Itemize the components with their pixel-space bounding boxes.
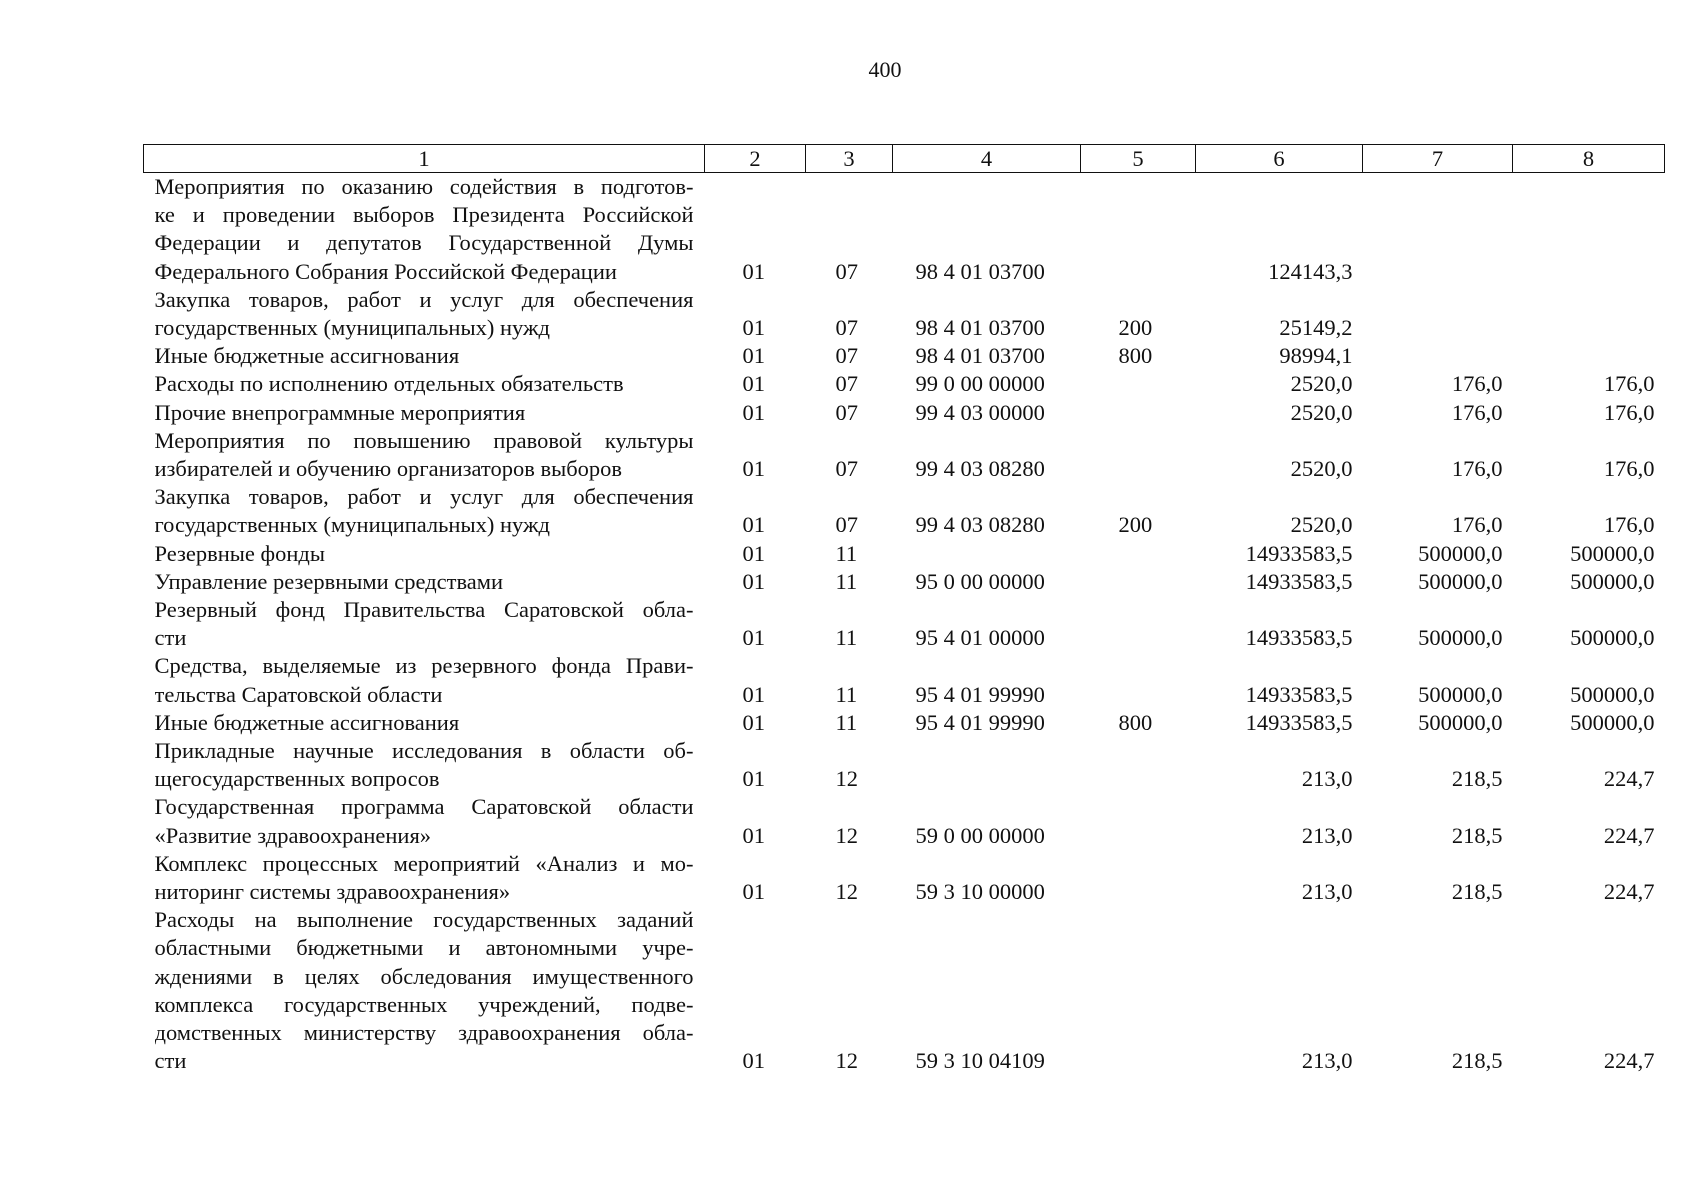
- row-name-cell: [144, 483, 705, 539]
- row-name-line: Иные бюджетные ассигнования: [154, 709, 460, 735]
- amount-col8-cell: 224,7: [1603, 822, 1655, 848]
- row-name-line: Мероприятия по оказанию содействия в подготов-: [154, 174, 694, 199]
- expense-type-cell: [1081, 737, 1196, 793]
- section-code-cell: 01: [742, 568, 765, 594]
- row-name-line: Расходы на выполнение государственных заданий: [154, 907, 694, 933]
- row-name-cell: [144, 286, 705, 342]
- row-name-cell: [144, 596, 705, 652]
- amount-col8-cell: [1513, 286, 1665, 342]
- target-article-cell: 99 4 03 08280: [915, 456, 1045, 482]
- target-article-cell: 98 4 01 03700: [915, 315, 1045, 341]
- row-name-line: сти: [154, 1048, 187, 1074]
- section-code-cell: 01: [742, 258, 765, 284]
- amount-col6-cell: 2520,0: [1290, 456, 1353, 482]
- amount-col6-cell: 213,0: [1301, 822, 1353, 848]
- amount-col8-cell: 500000,0: [1570, 625, 1655, 651]
- target-article-cell: 99 4 03 08280: [915, 512, 1045, 538]
- amount-col7-cell: 176,0: [1451, 399, 1503, 425]
- row-name-line: Резервные фонды: [154, 540, 325, 566]
- amount-col6-cell: 213,0: [1301, 1048, 1353, 1074]
- amount-col7-cell: 500000,0: [1418, 625, 1503, 651]
- expense-type-cell: [1081, 652, 1196, 708]
- amount-col7-cell: [1363, 342, 1513, 370]
- row-name-line: Закупка товаров, работ и услуг для обеспечения: [154, 286, 694, 312]
- target-article-cell: 59 0 00 00000: [915, 822, 1045, 848]
- budget-table: [143, 144, 1665, 1076]
- amount-col7-cell: 500000,0: [1418, 709, 1503, 735]
- expense-type-cell: [1081, 399, 1196, 427]
- amount-col8-cell: 500000,0: [1570, 568, 1655, 594]
- expense-type-cell: 800: [1118, 343, 1153, 369]
- expense-type-cell: [1081, 850, 1196, 906]
- amount-col6-cell: 14933583,5: [1245, 540, 1353, 566]
- amount-col7-cell: [1363, 286, 1513, 342]
- expense-type-cell: [1081, 906, 1196, 1075]
- amount-col6-cell: 14933583,5: [1245, 709, 1353, 735]
- amount-col7-cell: 500000,0: [1418, 681, 1503, 707]
- row-name-line: государственных (муниципальных) нужд: [154, 512, 550, 538]
- amount-col6-cell: 124143,3: [1268, 258, 1353, 284]
- table-header: [144, 145, 1665, 173]
- amount-col6-cell: 14933583,5: [1245, 568, 1353, 594]
- column-header-1: 1: [144, 145, 705, 173]
- amount-col6-cell: 213,0: [1301, 766, 1353, 792]
- section-code-cell: 01: [742, 681, 765, 707]
- column-header-7: 7: [1363, 145, 1513, 173]
- target-article-cell: 99 0 00 00000: [915, 371, 1045, 397]
- section-code-cell: 01: [742, 766, 765, 792]
- amount-col7-cell: 218,5: [1451, 822, 1503, 848]
- target-article-cell: 59 3 10 00000: [915, 879, 1045, 905]
- expense-type-cell: [1081, 173, 1196, 286]
- subsection-code-cell: 11: [835, 568, 858, 594]
- row-name-cell: [144, 540, 705, 568]
- subsection-code-cell: 12: [835, 822, 858, 848]
- row-name-cell: [144, 173, 705, 286]
- column-header-6: 6: [1196, 145, 1363, 173]
- amount-col8-cell: 176,0: [1603, 456, 1655, 482]
- amount-col8-cell: 176,0: [1603, 371, 1655, 397]
- row-name-cell: [144, 709, 705, 737]
- amount-col6-cell: 213,0: [1301, 879, 1353, 905]
- amount-col7-cell: 500000,0: [1418, 568, 1503, 594]
- target-article-cell: [893, 737, 1081, 793]
- amount-col8-cell: 500000,0: [1570, 709, 1655, 735]
- target-article-cell: 59 3 10 04109: [915, 1048, 1045, 1074]
- section-code-cell: 01: [742, 625, 765, 651]
- expense-type-cell: [1081, 793, 1196, 849]
- subsection-code-cell: 07: [835, 456, 858, 482]
- header-row: [144, 145, 1665, 173]
- table-row: [144, 652, 1665, 708]
- row-name-cell: [144, 906, 705, 1075]
- table-row: [144, 399, 1665, 427]
- amount-col8-cell: [1513, 173, 1665, 286]
- row-name-line: государственных (муниципальных) нужд: [154, 315, 550, 341]
- amount-col6-cell: 14933583,5: [1245, 681, 1353, 707]
- target-article-cell: [893, 540, 1081, 568]
- amount-col6-cell: 2520,0: [1290, 371, 1353, 397]
- amount-col7-cell: 218,5: [1451, 766, 1503, 792]
- amount-col6-cell: 2520,0: [1290, 399, 1353, 425]
- expense-type-cell: [1081, 540, 1196, 568]
- row-name-line: Федерального Собрания Российской Федерации: [154, 258, 617, 284]
- expense-type-cell: [1081, 427, 1196, 483]
- amount-col8-cell: 176,0: [1603, 512, 1655, 538]
- column-header-8: 8: [1513, 145, 1665, 173]
- table-row: [144, 540, 1665, 568]
- amount-col8-cell: 176,0: [1603, 399, 1655, 425]
- row-name-line: щегосударственных вопросов: [154, 766, 440, 792]
- target-article-cell: 98 4 01 03700: [915, 258, 1045, 284]
- row-name-cell: [144, 652, 705, 708]
- expense-type-cell: [1081, 370, 1196, 398]
- target-article-cell: 95 4 01 99990: [915, 681, 1045, 707]
- section-code-cell: 01: [742, 540, 765, 566]
- table-row: [144, 850, 1665, 906]
- section-code-cell: 01: [742, 315, 765, 341]
- table-row: [144, 173, 1665, 286]
- row-name-line: домственных министерству здравоохранения обла-: [154, 1020, 694, 1046]
- row-name-line: Иные бюджетные ассигнования: [154, 343, 460, 369]
- row-name-cell: [144, 850, 705, 906]
- row-name-line: Мероприятия по повышению правовой культуры: [154, 427, 694, 453]
- section-code-cell: 01: [742, 709, 765, 735]
- row-name-line: Средства, выделяемые из резервного фонда Прави-: [154, 653, 694, 679]
- subsection-code-cell: 11: [835, 540, 858, 566]
- table-row: [144, 483, 1665, 539]
- section-code-cell: 01: [742, 879, 765, 905]
- column-header-2: 2: [705, 145, 806, 173]
- subsection-code-cell: 07: [835, 258, 858, 284]
- table-row: [144, 709, 1665, 737]
- row-name-line: Прикладные научные исследования в области об-: [154, 738, 694, 764]
- row-name-cell: [144, 342, 705, 370]
- row-name-line: ке и проведении выборов Президента Российской: [154, 202, 694, 228]
- amount-col8-cell: 500000,0: [1570, 540, 1655, 566]
- column-header-4: 4: [893, 145, 1081, 173]
- amount-col6-cell: 98994,1: [1279, 343, 1353, 369]
- table-row: [144, 793, 1665, 849]
- amount-col7-cell: 500000,0: [1418, 540, 1503, 566]
- table-row: [144, 342, 1665, 370]
- target-article-cell: 95 0 00 00000: [915, 568, 1045, 594]
- table-row: [144, 370, 1665, 398]
- row-name-cell: [144, 793, 705, 849]
- row-name-line: избирателей и обучению организаторов выборов: [154, 456, 623, 482]
- subsection-code-cell: 12: [835, 879, 858, 905]
- subsection-code-cell: 07: [835, 371, 858, 397]
- row-name-line: Резервный фонд Правительства Саратовской обла-: [154, 597, 694, 623]
- amount-col8-cell: 224,7: [1603, 879, 1655, 905]
- section-code-cell: 01: [742, 371, 765, 397]
- section-code-cell: 01: [742, 456, 765, 482]
- amount-col8-cell: 500000,0: [1570, 681, 1655, 707]
- row-name-cell: [144, 399, 705, 427]
- row-name-cell: [144, 737, 705, 793]
- amount-col6-cell: 25149,2: [1279, 315, 1353, 341]
- amount-col7-cell: 176,0: [1451, 512, 1503, 538]
- expense-type-cell: [1081, 596, 1196, 652]
- section-code-cell: 01: [742, 1048, 765, 1074]
- amount-col7-cell: 176,0: [1451, 456, 1503, 482]
- subsection-code-cell: 11: [835, 709, 858, 735]
- page-number: 400: [868, 57, 902, 82]
- amount-col8-cell: [1513, 342, 1665, 370]
- row-name-line: Федерации и депутатов Государственной Думы: [154, 230, 694, 256]
- amount-col8-cell: 224,7: [1603, 766, 1655, 792]
- row-name-line: Расходы по исполнению отдельных обязательств: [154, 371, 624, 397]
- row-name-cell: [144, 370, 705, 398]
- row-name-line: ниторинг системы здравоохранения»: [154, 879, 511, 905]
- amount-col8-cell: 224,7: [1603, 1048, 1655, 1074]
- row-name-line: Управление резервными средствами: [154, 568, 504, 594]
- target-article-cell: 95 4 01 00000: [915, 625, 1045, 651]
- table-row: [144, 427, 1665, 483]
- expense-type-cell: 200: [1118, 315, 1153, 341]
- subsection-code-cell: 07: [835, 512, 858, 538]
- amount-col7-cell: 218,5: [1451, 1048, 1503, 1074]
- subsection-code-cell: 07: [835, 399, 858, 425]
- amount-col6-cell: 14933583,5: [1245, 625, 1353, 651]
- amount-col7-cell: [1363, 173, 1513, 286]
- expense-type-cell: 800: [1118, 709, 1153, 735]
- column-header-5: 5: [1081, 145, 1196, 173]
- row-name-cell: [144, 427, 705, 483]
- row-name-line: сти: [154, 625, 187, 651]
- target-article-cell: 98 4 01 03700: [915, 343, 1045, 369]
- row-name-line: «Развитие здравоохранения»: [154, 822, 432, 848]
- subsection-code-cell: 12: [835, 1048, 858, 1074]
- amount-col7-cell: 218,5: [1451, 879, 1503, 905]
- table-row: [144, 596, 1665, 652]
- expense-type-cell: [1081, 568, 1196, 596]
- amount-col6-cell: 2520,0: [1290, 512, 1353, 538]
- subsection-code-cell: 11: [835, 625, 858, 651]
- section-code-cell: 01: [742, 822, 765, 848]
- section-code-cell: 01: [742, 399, 765, 425]
- column-header-3: 3: [806, 145, 893, 173]
- subsection-code-cell: 12: [835, 766, 858, 792]
- amount-col7-cell: 176,0: [1451, 371, 1503, 397]
- subsection-code-cell: 07: [835, 343, 858, 369]
- table-body: [144, 173, 1665, 1076]
- table-row: [144, 286, 1665, 342]
- row-name-line: комплекса государственных учреждений, подве-: [154, 991, 694, 1017]
- row-name-line: Государственная программа Саратовской области: [154, 794, 694, 820]
- row-name-line: областными бюджетными и автономными учре-: [154, 935, 694, 961]
- row-name-line: Закупка товаров, работ и услуг для обеспечения: [154, 484, 694, 510]
- row-name-line: ждениями в целях обследования имущественного: [154, 963, 694, 989]
- row-name-line: Комплекс процессных мероприятий «Анализ и мо-: [154, 850, 694, 876]
- row-name-line: тельства Саратовской области: [154, 681, 443, 707]
- subsection-code-cell: 07: [835, 315, 858, 341]
- section-code-cell: 01: [742, 512, 765, 538]
- table-row: [144, 568, 1665, 596]
- target-article-cell: 99 4 03 00000: [915, 399, 1045, 425]
- table-row: [144, 737, 1665, 793]
- section-code-cell: 01: [742, 343, 765, 369]
- expense-type-cell: 200: [1118, 512, 1153, 538]
- table-row: [144, 906, 1665, 1075]
- row-name-cell: [144, 568, 705, 596]
- row-name-line: Прочие внепрограммные мероприятия: [154, 399, 526, 425]
- subsection-code-cell: 11: [835, 681, 858, 707]
- target-article-cell: 95 4 01 99990: [915, 709, 1045, 735]
